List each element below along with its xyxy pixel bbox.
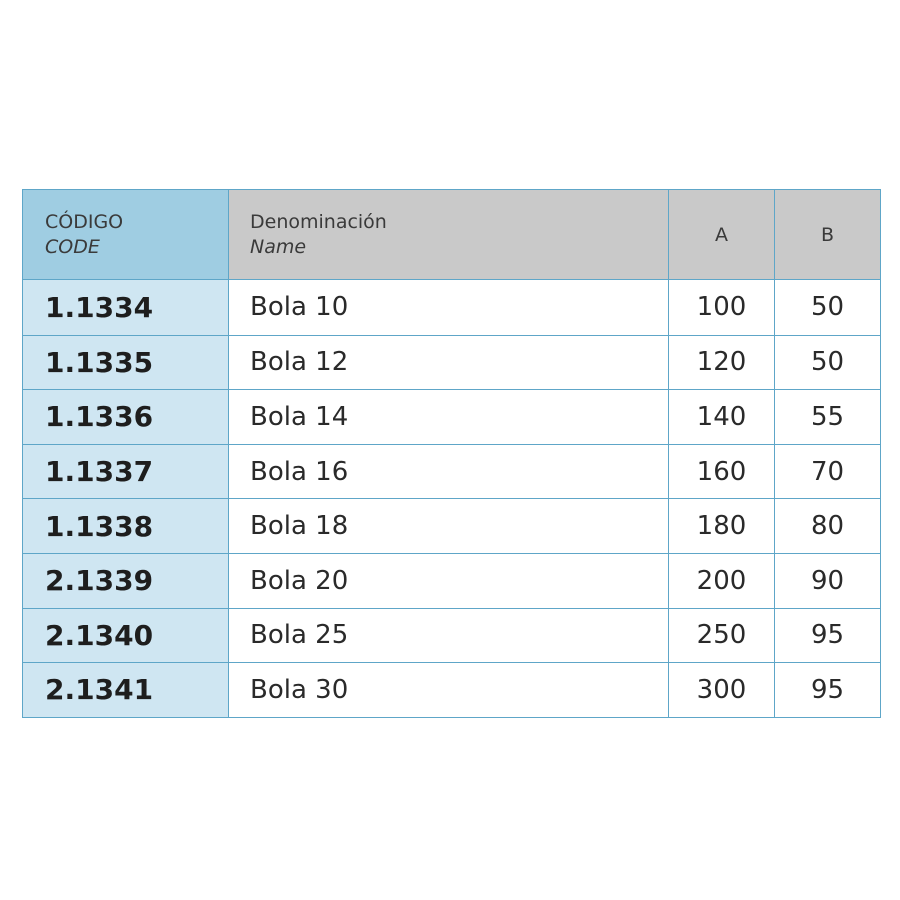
table-row bbox=[23, 280, 880, 335]
cell-name: Bola 10 bbox=[229, 280, 669, 335]
cell-a: 160 bbox=[669, 445, 775, 499]
header-a-label: A bbox=[715, 223, 728, 246]
cell-code: 2.1340 bbox=[23, 609, 229, 663]
cell-code: 1.1335 bbox=[23, 336, 229, 390]
cell-b: 95 bbox=[775, 663, 880, 717]
cell-name: Bola 18 bbox=[229, 499, 669, 553]
cell-b: 70 bbox=[775, 445, 880, 499]
table-row bbox=[23, 444, 880, 499]
header-name bbox=[229, 190, 669, 279]
table-header-row bbox=[23, 190, 880, 280]
cell-a: 180 bbox=[669, 499, 775, 553]
header-code-en: CODE bbox=[45, 235, 100, 258]
cell-name: Bola 12 bbox=[229, 336, 669, 390]
cell-a: 250 bbox=[669, 609, 775, 663]
cell-a: 100 bbox=[669, 280, 775, 335]
header-code bbox=[23, 190, 229, 279]
header-b-label: B bbox=[820, 223, 835, 246]
table-row bbox=[23, 335, 880, 390]
cell-b: 50 bbox=[775, 280, 880, 335]
cell-a: 200 bbox=[669, 554, 775, 608]
table-row bbox=[23, 608, 880, 663]
cell-a: 140 bbox=[669, 390, 775, 444]
cell-name: Bola 25 bbox=[229, 609, 669, 663]
cell-name: Bola 16 bbox=[229, 445, 669, 499]
cell-name: Bola 14 bbox=[229, 390, 669, 444]
cell-a: 120 bbox=[669, 336, 775, 390]
table-row bbox=[23, 498, 880, 553]
cell-b: 55 bbox=[775, 390, 880, 444]
cell-code: 1.1337 bbox=[23, 445, 229, 499]
header-name-es: Denominación bbox=[250, 210, 387, 233]
cell-b: 90 bbox=[775, 554, 880, 608]
cell-code: 1.1336 bbox=[23, 390, 229, 444]
header-name-en: Name bbox=[250, 235, 307, 258]
table-row bbox=[23, 389, 880, 444]
header-code-es: CÓDIGO bbox=[45, 210, 124, 233]
cell-b: 80 bbox=[775, 499, 880, 553]
cell-b: 95 bbox=[775, 609, 880, 663]
cell-a: 300 bbox=[669, 663, 775, 717]
cell-code: 1.1334 bbox=[23, 280, 229, 335]
cell-name: Bola 20 bbox=[229, 554, 669, 608]
cell-name: Bola 30 bbox=[229, 663, 669, 717]
cell-code: 2.1339 bbox=[23, 554, 229, 608]
cell-code: 2.1341 bbox=[23, 663, 229, 717]
cell-code: 1.1338 bbox=[23, 499, 229, 553]
cell-b: 50 bbox=[775, 336, 880, 390]
product-table bbox=[22, 189, 881, 718]
header-b bbox=[775, 190, 880, 279]
table-row bbox=[23, 553, 880, 608]
table-row bbox=[23, 662, 880, 717]
header-a bbox=[669, 190, 775, 279]
